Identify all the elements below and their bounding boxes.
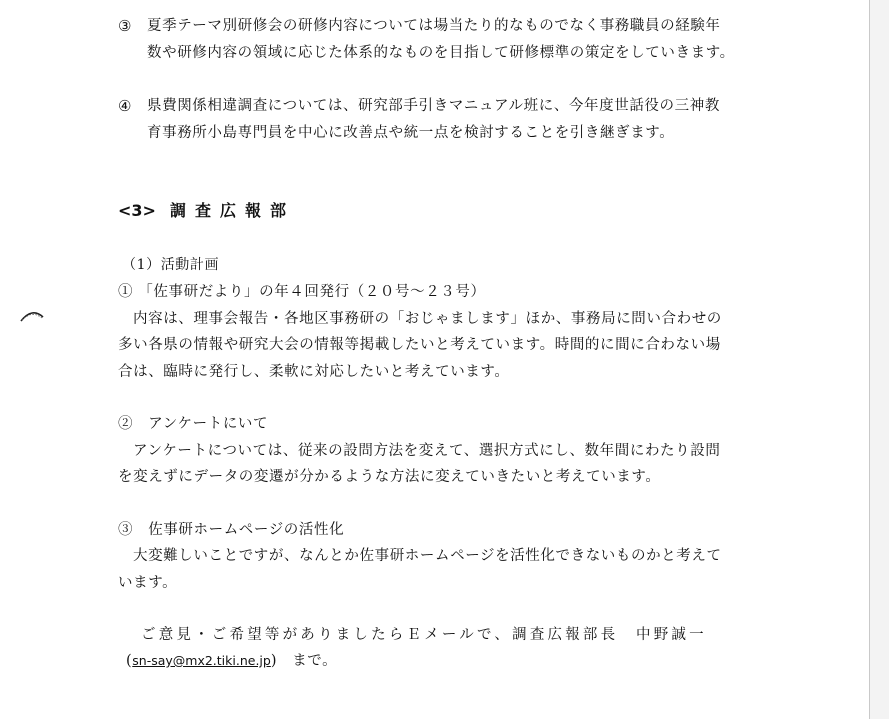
section-title: 調査広報部 (169, 201, 295, 220)
plan-heading: （1）活動計画 (122, 257, 220, 273)
plan-1-line-2: 多い各県の情報や研究大会の情報等掲載したいと考えています。時間的に間に合わない場 (118, 337, 721, 353)
arc-mark-icon (18, 307, 46, 323)
item-3-marker: ③ (118, 17, 132, 35)
plan-1-line-3: 合は、臨時に発行し、柔軟に対応したいと考えています。 (118, 364, 510, 380)
item-4-line-2: 育事務所小島専門員を中心に改善点や統一点を検討することを引き継ぎます。 (147, 125, 675, 141)
item-4-marker: ④ (118, 97, 132, 115)
plan-2-line-1: アンケートについては、従来の設問方法を変えて、選択方式にし、数年間にわたり設問 (133, 443, 721, 459)
closing-suffix: ) まで。 (270, 653, 338, 669)
closing-paren-open: ( (126, 653, 133, 669)
closing-line-1: ご意見・ご希望等がありましたらＥメールで、調査広報部長 中野誠一 (141, 627, 707, 643)
item-3-line-1: 夏季テーマ別研修会の研修内容については場当たり的なものでなく事務職員の経験年 (147, 18, 721, 34)
section-heading (118, 201, 295, 221)
plan-2-title: ② アンケートにいて (118, 416, 269, 432)
item-3-line-2: 数や研修内容の領域に応じた体系的なものを目指して研修標準の策定をしていきます。 (147, 45, 735, 61)
plan-3-line-2: います。 (118, 575, 178, 591)
plan-3-line-1: 大変難しいことですが、なんとか佐事研ホームページを活性化できないものかと考えて (133, 548, 722, 564)
email-link[interactable]: sn-say@mx2.tiki.ne.jp (132, 653, 271, 668)
plan-1-title: ① 「佐事研だより」の年４回発行（２０号〜２３号） (118, 284, 486, 300)
vertical-scrollbar[interactable] (869, 0, 889, 719)
plan-2-line-2: を変えずにデータの変遷が分かるような方法に変えていきたいと考えています。 (118, 469, 661, 485)
plan-1-line-1: 内容は、理事会報告・各地区事務研の「おじゃまします」ほか、事務局に問い合わせの (133, 311, 722, 327)
item-4-line-1: 県費関係相違調査については、研究部手引きマニュアル班に、今年度世話役の三神教 (147, 98, 720, 114)
plan-3-title: ③ 佐事研ホームページの活性化 (118, 522, 345, 538)
closing-line-2 (126, 652, 337, 670)
section-number: <3> (118, 201, 156, 220)
